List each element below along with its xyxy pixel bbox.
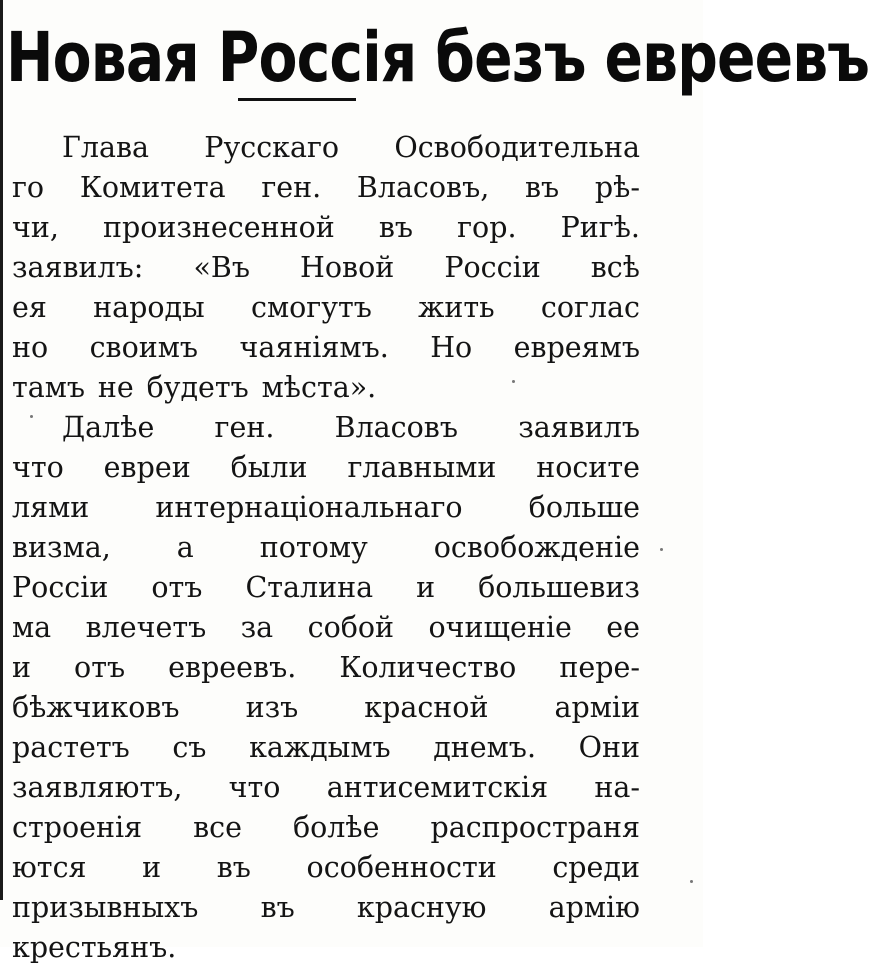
article-word: но — [12, 331, 49, 364]
article-word: главными — [347, 451, 497, 484]
article-word: ее — [606, 611, 640, 644]
article-word: отъ — [151, 571, 203, 604]
article-word: ма — [12, 611, 52, 644]
article-word: въ — [525, 171, 560, 204]
article-line — [12, 528, 640, 568]
article-word: го — [12, 171, 45, 204]
article-word: чаяніямъ. — [239, 331, 389, 364]
article-word: въ — [260, 891, 295, 924]
article-word: строенія — [12, 811, 143, 844]
article-word: очищеніе — [428, 611, 572, 644]
article-line — [12, 688, 640, 728]
article-line — [12, 488, 640, 528]
article-word: ются — [12, 851, 87, 884]
article-line — [12, 848, 640, 888]
article-word: Комитета — [79, 171, 226, 204]
article-word: были — [230, 451, 308, 484]
article-word: чи, — [12, 211, 59, 244]
article-line — [12, 128, 640, 168]
article-word: ген. — [261, 171, 322, 204]
article-word: Освободительна — [394, 131, 640, 164]
article-word: рѣ- — [594, 171, 640, 204]
article-line — [12, 808, 640, 848]
article-word: и — [12, 651, 31, 684]
article-word: въ — [216, 851, 251, 884]
article-word: отъ — [74, 651, 126, 684]
article-word: соглас — [540, 291, 640, 324]
article-word: произнесенной — [102, 211, 335, 244]
article-word: красной — [364, 691, 489, 724]
print-speck — [30, 415, 33, 418]
article-line — [12, 168, 640, 208]
article-line — [12, 648, 640, 688]
article-word: не — [97, 371, 134, 404]
article-word: Россіи — [444, 251, 541, 284]
article-word: Сталина — [245, 571, 374, 604]
article-word: ген. — [214, 411, 275, 444]
article-line — [12, 408, 640, 448]
article-word: среди — [552, 851, 640, 884]
article-word: особенности — [306, 851, 497, 884]
print-speck — [690, 880, 693, 883]
article-word: большевиз — [478, 571, 640, 604]
article-word: болѣе — [292, 811, 380, 844]
article-word: Русскаго — [204, 131, 340, 164]
article-word: красную — [356, 891, 487, 924]
article-line — [12, 208, 640, 248]
print-speck — [512, 380, 515, 383]
article-word: что — [12, 451, 64, 484]
headline-rule — [238, 98, 356, 101]
article-word: будетъ — [146, 371, 249, 404]
article-body — [12, 128, 640, 968]
article-line — [12, 368, 640, 408]
article-word: и — [416, 571, 436, 604]
article-word: всѣ — [590, 251, 640, 284]
article-word: освобожденіе — [433, 531, 640, 564]
article-word: что — [228, 771, 281, 804]
article-word: лями — [12, 491, 90, 524]
article-word: интернаціональнаго — [155, 491, 463, 524]
article-word: собой — [307, 611, 395, 644]
article-line — [12, 448, 640, 488]
article-word: носите — [536, 451, 640, 484]
article-line — [12, 248, 640, 288]
article-word: Новой — [300, 251, 395, 284]
article-word: Власовъ, — [356, 171, 490, 204]
article-line — [12, 328, 640, 368]
article-word: съ — [172, 731, 207, 764]
article-word: ея — [12, 291, 47, 324]
article-word: растетъ — [12, 731, 130, 764]
article-word: потому — [259, 531, 368, 564]
print-speck — [660, 548, 663, 551]
article-word: больше — [528, 491, 640, 524]
article-word: Они — [578, 731, 640, 764]
column-rule — [0, 0, 3, 900]
article-word: заявилъ — [518, 411, 640, 444]
article-line — [12, 928, 640, 968]
article-word: своимъ — [89, 331, 199, 364]
article-word: заявляютъ, — [12, 771, 183, 804]
article-word: бѣжчиковъ — [12, 691, 180, 724]
article-word: гор. — [457, 211, 517, 244]
article-word: днемъ. — [433, 731, 537, 764]
article-word: мѣста». — [261, 371, 377, 404]
article-word: призывныхъ — [12, 891, 199, 924]
article-word: пере- — [559, 651, 640, 684]
article-word: Глава — [62, 131, 150, 164]
article-word: визма, — [12, 531, 111, 564]
article-word: евреямъ — [513, 331, 640, 364]
article-word: все — [193, 811, 242, 844]
article-word: тамъ — [12, 371, 86, 404]
article-line — [12, 888, 640, 928]
article-word: въ — [378, 211, 414, 244]
article-word: жить — [418, 291, 495, 324]
article-line — [12, 608, 640, 648]
headline: Новая Россія безъ евреевъ — [6, 17, 869, 98]
article-word: евреевъ. — [168, 651, 297, 684]
article-word: на- — [594, 771, 640, 804]
article-word: Власовъ — [334, 411, 458, 444]
article-word: заявилъ: — [12, 251, 144, 284]
article-line — [12, 728, 640, 768]
article-word: за — [240, 611, 274, 644]
article-word: армію — [548, 891, 640, 924]
article-word: антисемитскія — [326, 771, 549, 804]
article-word: арміи — [554, 691, 640, 724]
article-word: Количество — [339, 651, 517, 684]
article-word: Ригѣ. — [560, 211, 640, 244]
article-word: смогутъ — [250, 291, 372, 324]
article-word: Россіи — [12, 571, 109, 604]
article-line — [12, 568, 640, 608]
article-word: Далѣе — [62, 411, 155, 444]
article-word: и — [142, 851, 162, 884]
article-word: влечетъ — [85, 611, 207, 644]
article-word: «Въ — [193, 251, 250, 284]
article-line — [12, 288, 640, 328]
article-word: Но — [430, 331, 473, 364]
article-word: изъ — [245, 691, 299, 724]
article-word: евреи — [103, 451, 191, 484]
article-word: крестьянъ. — [12, 931, 177, 964]
article-word: распространя — [430, 811, 640, 844]
article-word: народы — [93, 291, 205, 324]
article-word: а — [176, 531, 194, 564]
article-line — [12, 768, 640, 808]
article-word: каждымъ — [249, 731, 391, 764]
